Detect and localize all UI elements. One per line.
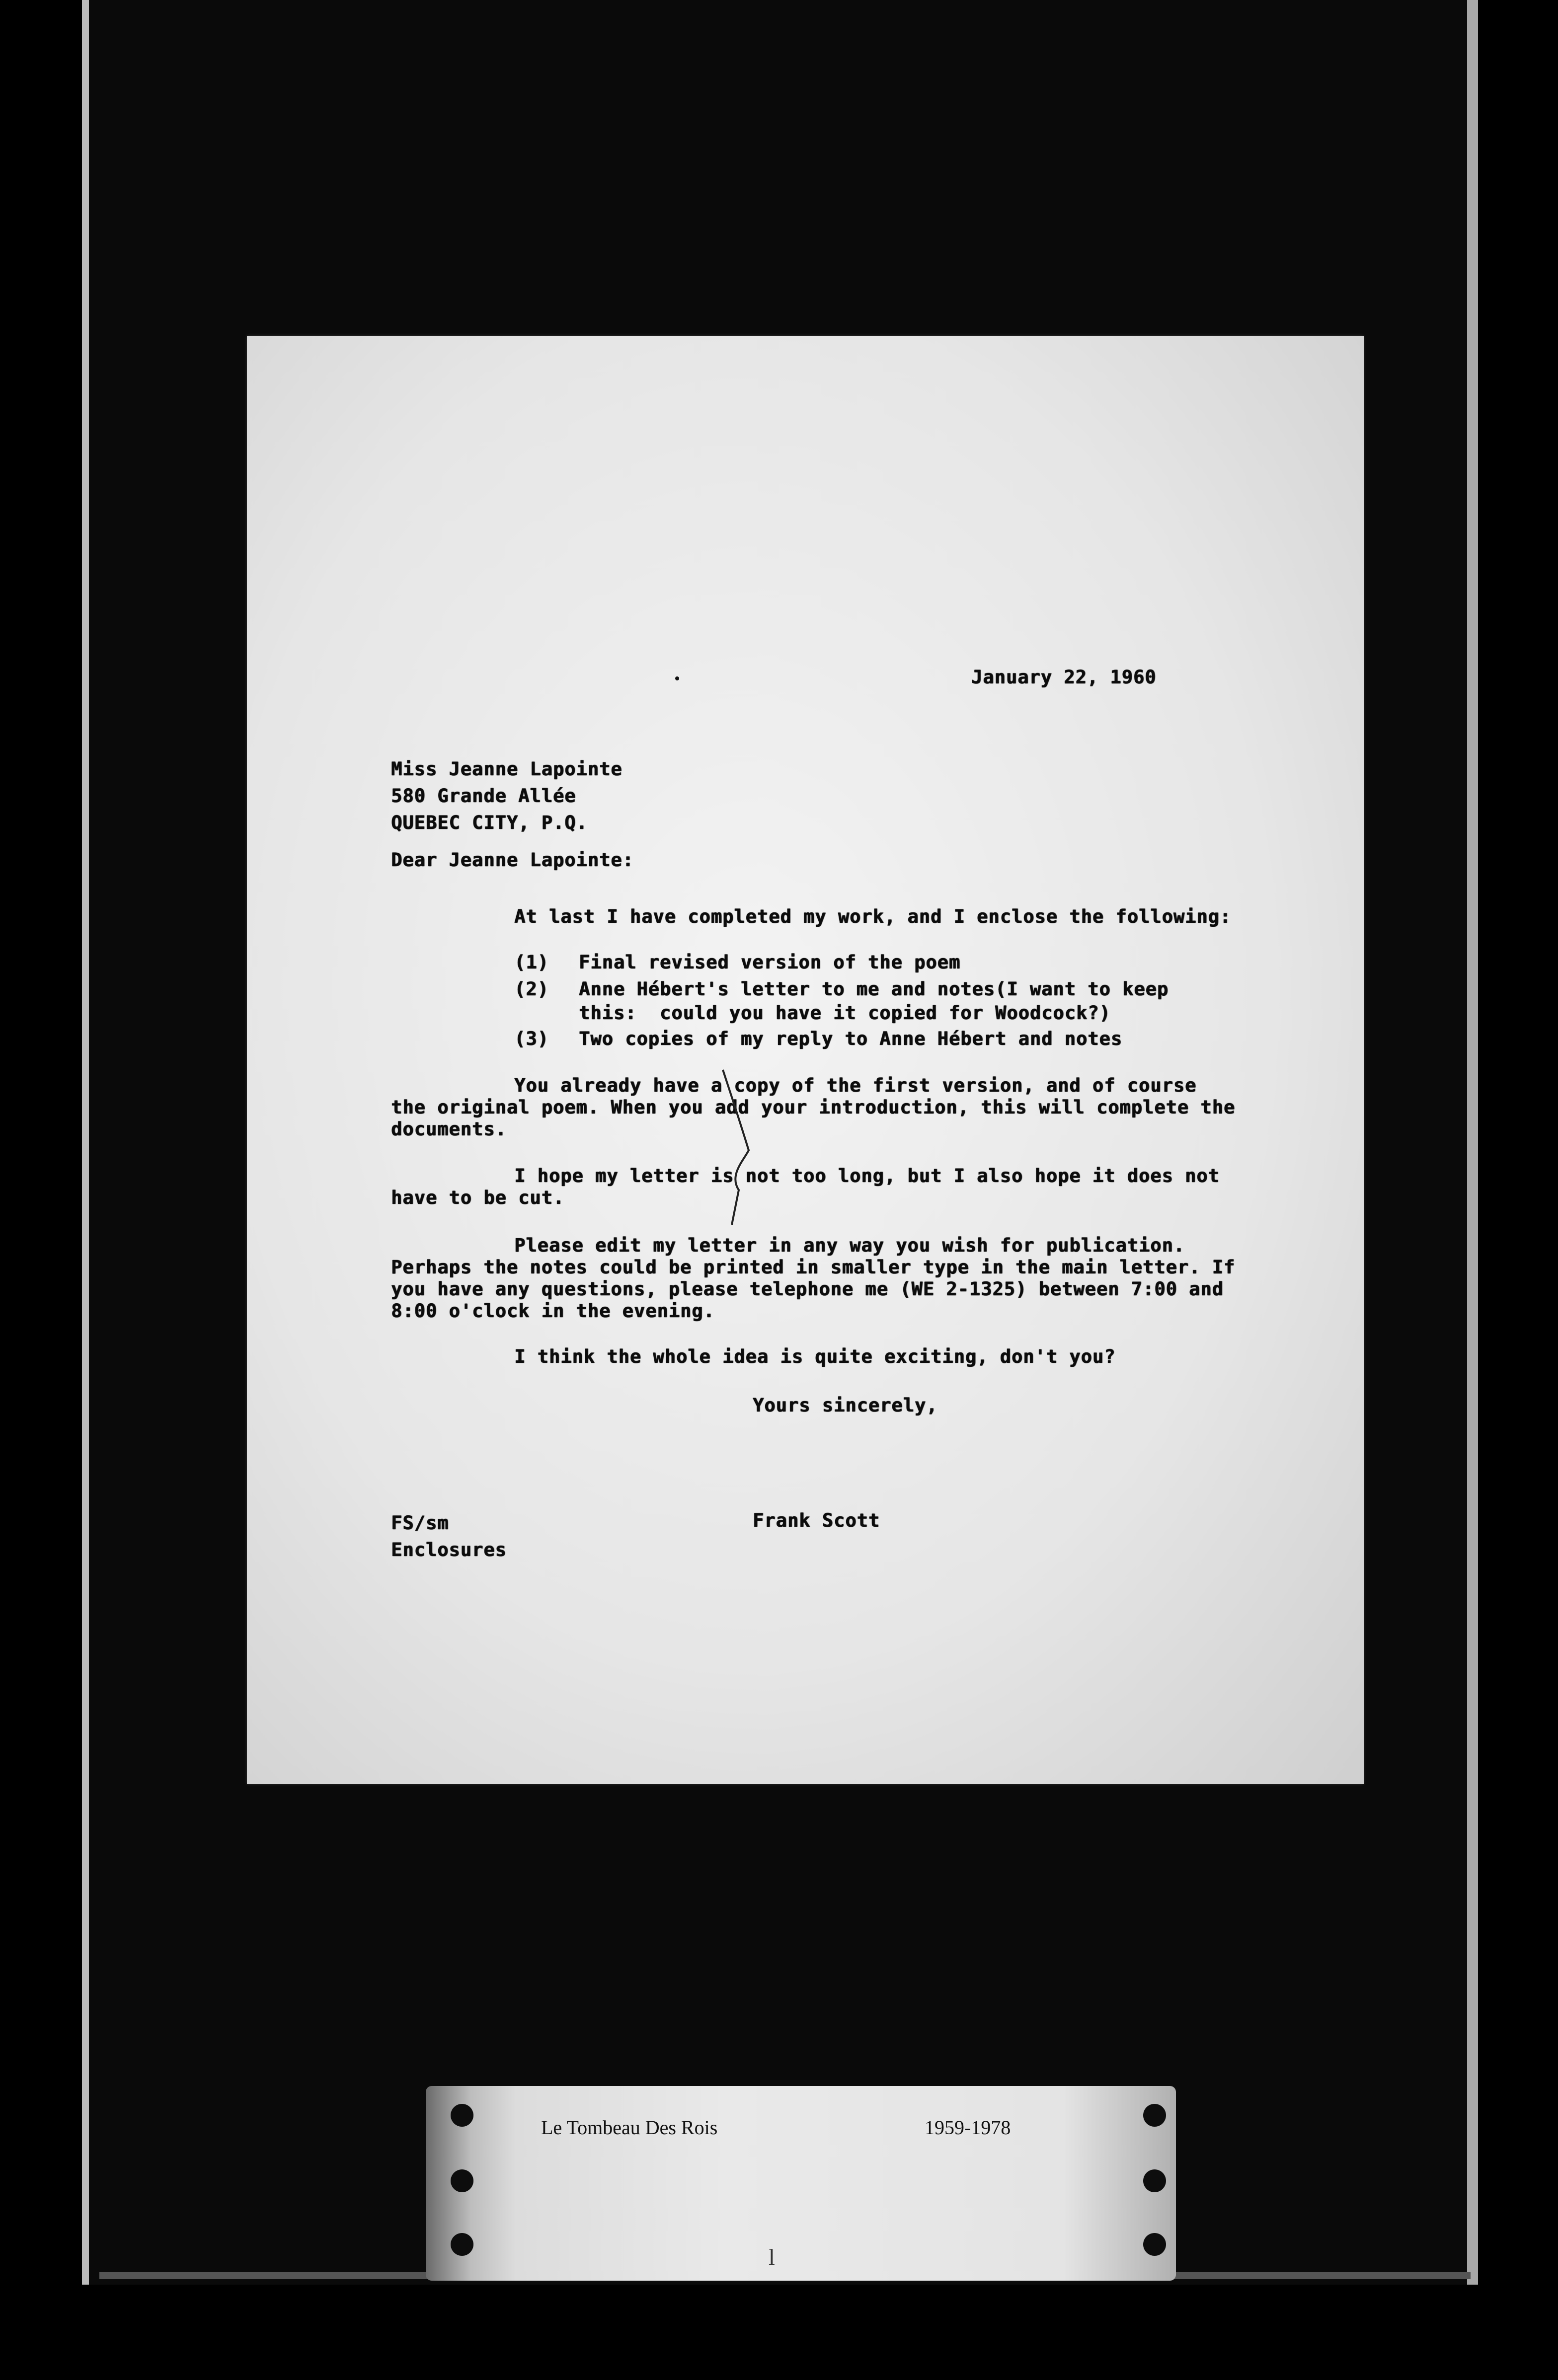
paragraph-edit: Please edit my letter in any way you wish for publication. Perhaps the notes could be printed in smaller type in the main letter. If you have any questions, please telephone me (WE 2-1325) between 7:00 and 8:00 o'clock in the evening.: [391, 1235, 1236, 1322]
paragraph-copies: You already have a copy of the first version, and of course the original poem. When you add your introduction, this will complete the documents.: [391, 1075, 1236, 1140]
enclosure-text: Anne Hébert's letter to me and notes(I want to keep: [579, 978, 1169, 1000]
label-title: Le Tombeau Des Rois: [541, 2116, 718, 2139]
paragraph-length: I hope my letter is not too long, but I also hope it does not have to be cut.: [391, 1165, 1220, 1208]
enclosure-item: [514, 978, 1168, 1000]
punch-hole-icon: [1143, 2169, 1166, 2192]
enclosure-text: Two copies of my reply to Anne Hébert and notes: [579, 1028, 1122, 1049]
punch-hole-icon: [451, 2233, 473, 2256]
letter-date: January 22, 1960: [971, 667, 1157, 688]
closing-line: I think the whole idea is quite exciting, don't you?: [514, 1346, 1116, 1367]
punch-hole-icon: [451, 2104, 473, 2127]
letter-page: [247, 336, 1364, 1784]
label-years: 1959-1978: [925, 2116, 1011, 2139]
punch-hole-icon: [451, 2169, 473, 2192]
complimentary-close: Yours sincerely,: [753, 1395, 938, 1416]
typist-initials: FS/sm Enclosures: [391, 1512, 507, 1561]
enclosure-number: (1): [514, 952, 549, 973]
recipient-street: 580 Grande Allée: [391, 785, 576, 807]
speck: [675, 676, 679, 680]
archive-label: [426, 2086, 1176, 2281]
recipient-city: QUEBEC CITY, P.Q.: [391, 812, 588, 833]
enclosures-label: Enclosures: [391, 1539, 507, 1561]
enclosure-number: (2): [514, 978, 549, 1000]
enclosure-number: (3): [514, 1028, 549, 1049]
salutation: Dear Jeanne Lapointe:: [391, 849, 634, 871]
enclosure-item: [514, 1028, 1122, 1050]
enclosure-text: Final revised version of the poem: [579, 952, 961, 973]
recipient-address: [391, 756, 623, 836]
typed-signature: Frank Scott: [753, 1510, 880, 1531]
enclosure-item: [514, 952, 960, 973]
recipient-name: Miss Jeanne Lapointe: [391, 758, 623, 780]
punch-hole-icon: [1143, 2104, 1166, 2127]
punch-hole-icon: [1143, 2233, 1166, 2256]
enclosure-continuation: this: could you have it copied for Woodcock?): [579, 1002, 1111, 1024]
intro-line: At last I have completed my work, and I enclose the following:: [514, 906, 1232, 927]
handwritten-mark: l: [769, 2244, 775, 2270]
pencil-strike-mark: [247, 336, 1364, 1784]
